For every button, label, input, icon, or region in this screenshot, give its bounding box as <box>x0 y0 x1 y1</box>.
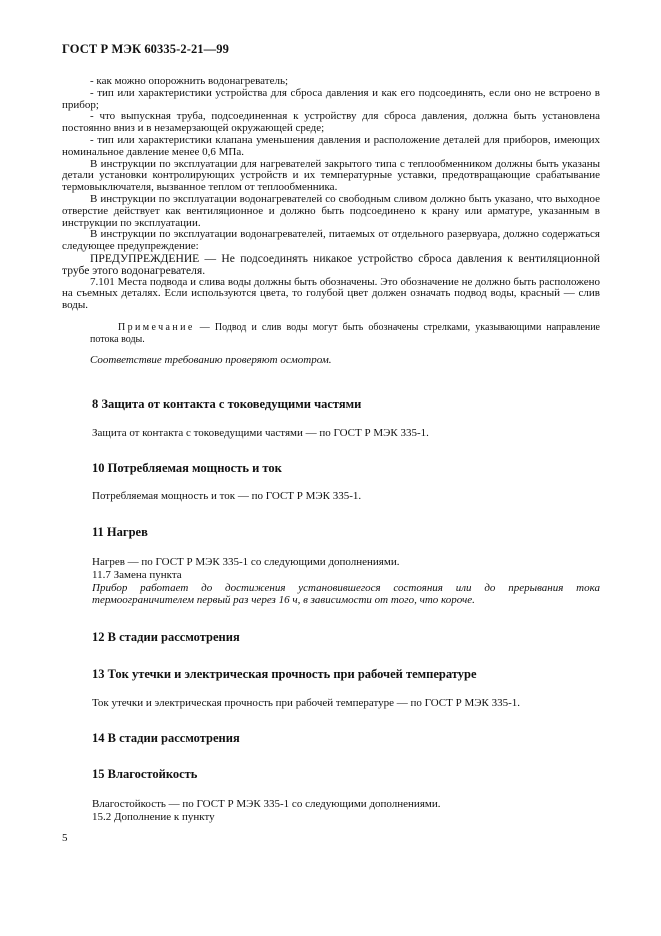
paragraph: - тип или характеристики клапана уменьшения давления и расположение деталей для приборов, имеющих номинальное давление менее 0,6 МПа. <box>62 133 600 158</box>
section-title: 12 В стадии рассмотрения <box>92 630 240 644</box>
section-title: 11 Нагрев <box>92 525 148 539</box>
paragraph: В инструкции по эксплуатации водонагревателей, питаемых от отдельного разервуара, должно содержаться следующее предупреждение: <box>62 228 600 253</box>
paragraph: 7.101 Места подвода и слива воды должны быть обозначены. Это обозначение не должно быть расположено на съемных деталях. Если используются цвета, то голубой цвет должен означать подвод воды, красный — слив воды. <box>62 275 600 312</box>
section-title: 10 Потребляемая мощность и ток <box>92 461 282 475</box>
document-header: ГОСТ Р МЭК 60335-2-21—99 <box>62 42 229 56</box>
subsection-label: 15.2 Дополнение к пункту <box>92 811 215 823</box>
intro-body <box>62 75 600 367</box>
warning-paragraph: ПРЕДУПРЕЖДЕНИЕ — Не подсоединять никакое устройство сброса давления к вентиляционной трубе этого водонагревателя. <box>62 251 600 277</box>
section-text: Защита от контакта с токоведущими частями — по ГОСТ Р МЭК 335-1. <box>92 427 429 439</box>
section-title: 15 Влагостойкость <box>92 767 198 781</box>
paragraph: В инструкции по эксплуатации для нагревателей закрытого типа с теплообменником должны быть указаны детали установки контролирующих устройств и их температурные уставки, предотвращающие срабатывание термовыключателя, вызванное теплом от теплообменника. <box>62 157 600 194</box>
note-paragraph <box>90 322 600 346</box>
section-title: 13 Ток утечки и электрическая прочность при рабочей температуре <box>92 667 477 681</box>
paragraph: - что выпускная труба, подсоединенная к устройству для сброса давления, должна быть установлена постоянно вниз и в незамерзающей окружающей среде; <box>62 110 600 135</box>
section-text: Потребляемая мощность и ток — по ГОСТ Р МЭК 335-1. <box>92 490 362 502</box>
section-text: Ток утечки и электрическая прочность при рабочей температуре — по ГОСТ Р МЭК 335-1. <box>92 697 521 709</box>
note-text: — Подвод и слив воды могут быть обозначены стрелками, указывающими направление потока воды. <box>90 321 600 345</box>
section-title: 14 В стадии рассмотрения <box>92 731 240 745</box>
section-title: 8 Защита от контакта с токоведущими частями <box>92 397 362 411</box>
paragraph: - как можно опорожнить водонагреватель; <box>90 75 289 87</box>
section-text: Влагостойкость — по ГОСТ Р МЭК 335-1 со следующими дополнениями. <box>92 798 441 810</box>
paragraph: В инструкции по эксплуатации водонагревателей со свободным сливом должно быть указано, что выходное отверстие действует как вентиляционное и должно быть подсоединено к крану или арматуре, указанным в инструкции по эксплуатации. <box>62 192 600 229</box>
note-label: Примечание <box>118 321 195 333</box>
subsection-label: 11.7 Замена пункта <box>92 569 182 581</box>
italic-text: Прибор работает до достижения установившегося состояния или до прерывания тока термоограничителем первый раз через 16 ч, в зависимости от того, что короче. <box>92 582 600 606</box>
page-number: 5 <box>62 832 68 844</box>
section-text: Нагрев — по ГОСТ Р МЭК 335-1 со следующими дополнениями. <box>92 556 400 568</box>
compliance-text: Соответствие требованию проверяют осмотром. <box>90 353 332 366</box>
paragraph: - тип или характеристики устройства для сброса давления и как его подсоединять, если оно не встроено в прибор; <box>62 86 600 111</box>
